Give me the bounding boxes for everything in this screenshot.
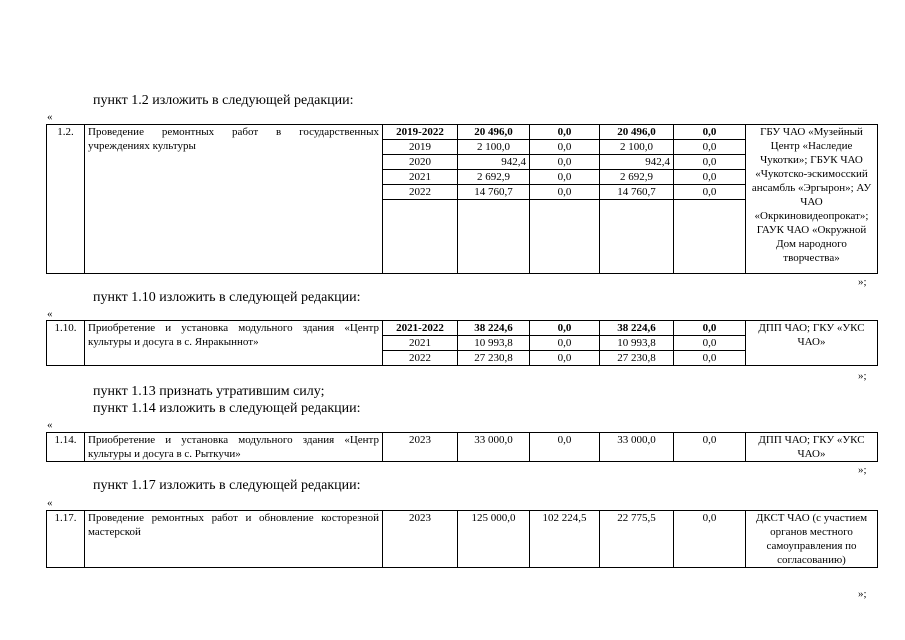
period-cell: 2022 [383,351,458,366]
total-cell: 2 100,0 [458,140,530,155]
value-cell: 0,0 [674,155,746,170]
period-cell: 2020 [383,155,458,170]
value-cell: 0,0 [674,336,746,351]
value-cell: 20 496,0 [600,125,674,140]
total-cell: 38 224,6 [458,321,530,336]
empty-cell [600,200,674,274]
value-cell: 38 224,6 [600,321,674,336]
quote-open: « [47,308,53,320]
value-cell: 22 775,5 [600,511,674,568]
empty-cell [674,200,746,274]
period-cell: 2021 [383,336,458,351]
table-row [47,511,878,568]
total-cell: 2 692,9 [458,170,530,185]
value-cell: 0,0 [674,185,746,200]
empty-cell [383,200,458,274]
table-row [47,433,878,462]
section-heading: пункт 1.17 изложить в следующей редакции: [93,478,361,493]
value-cell: 0,0 [530,321,600,336]
section-heading: пункт 1.10 изложить в следующей редакции: [93,290,361,305]
value-cell: 942,4 [600,155,674,170]
value-cell: 0,0 [674,321,746,336]
quote-open: « [47,497,53,509]
item-number: 1.17. [47,511,85,568]
value-cell: 2 692,9 [600,170,674,185]
period-cell: 2023 [383,433,458,462]
table-row [47,321,878,336]
period-cell: 2021-2022 [383,321,458,336]
section-heading: пункт 1.13 признать утратившим силу; [93,384,325,399]
value-cell: 10 993,8 [600,336,674,351]
quote-close: »; [858,588,867,600]
value-cell: 0,0 [530,155,600,170]
period-cell: 2022 [383,185,458,200]
total-cell: 33 000,0 [458,433,530,462]
value-cell: 0,0 [674,140,746,155]
total-cell: 10 993,8 [458,336,530,351]
total-cell: 942,4 [458,155,530,170]
period-cell: 2023 [383,511,458,568]
period-cell: 2021 [383,170,458,185]
quote-open: « [47,111,53,123]
value-cell: 0,0 [530,433,600,462]
quote-close: »; [858,464,867,476]
item-number: 1.10. [47,321,85,366]
responsible-cell: ДПП ЧАО; ГКУ «УКС ЧАО» [746,321,878,366]
total-cell: 20 496,0 [458,125,530,140]
value-cell: 0,0 [674,125,746,140]
value-cell: 0,0 [530,336,600,351]
total-cell: 27 230,8 [458,351,530,366]
quote-close: »; [858,276,867,288]
item-name: Проведение ремонтных работ в государственных учреждениях культуры [85,125,383,274]
value-cell: 33 000,0 [600,433,674,462]
table-row [47,125,878,140]
item-name: Приобретение и установка модульного здания «Центр культуры и досуга в с. Рыткучи» [85,433,383,462]
responsible-cell: ГБУ ЧАО «Музейный Центр «Наследие Чукотки»; ГБУК ЧАО «Чукотско-эскимосский ансамбль «Эргырон»; АУ ЧАО «Окркиновидеопрокат»; ГАУК ЧАО «Окружной Дом народного творчества» [746,125,878,274]
item-number: 1.2. [47,125,85,274]
value-cell: 2 100,0 [600,140,674,155]
item-name: Проведение ремонтных работ и обновление косторезной мастерской [85,511,383,568]
item-name: Приобретение и установка модульного здания «Центр культуры и досуга в с. Янракыннот» [85,321,383,366]
table-item-1-14 [46,432,878,462]
value-cell: 0,0 [530,185,600,200]
total-cell: 14 760,7 [458,185,530,200]
responsible-cell: ДПП ЧАО; ГКУ «УКС ЧАО» [746,433,878,462]
value-cell: 0,0 [674,351,746,366]
table-item-1-2 [46,124,878,274]
value-cell: 102 224,5 [530,511,600,568]
value-cell: 0,0 [674,511,746,568]
value-cell: 0,0 [674,433,746,462]
section-heading: пункт 1.2 изложить в следующей редакции: [93,93,354,108]
responsible-cell: ДКСТ ЧАО (с участием органов местного самоуправления по согласованию) [746,511,878,568]
period-cell: 2019-2022 [383,125,458,140]
value-cell: 0,0 [530,351,600,366]
total-cell: 125 000,0 [458,511,530,568]
quote-close: »; [858,370,867,382]
empty-cell [530,200,600,274]
value-cell: 0,0 [530,170,600,185]
section-heading: пункт 1.14 изложить в следующей редакции: [93,401,361,416]
table-item-1-17 [46,510,878,568]
value-cell: 0,0 [674,170,746,185]
value-cell: 27 230,8 [600,351,674,366]
value-cell: 0,0 [530,140,600,155]
item-number: 1.14. [47,433,85,462]
empty-cell [458,200,530,274]
value-cell: 0,0 [530,125,600,140]
quote-open: « [47,419,53,431]
value-cell: 14 760,7 [600,185,674,200]
table-item-1-10 [46,320,878,366]
period-cell: 2019 [383,140,458,155]
